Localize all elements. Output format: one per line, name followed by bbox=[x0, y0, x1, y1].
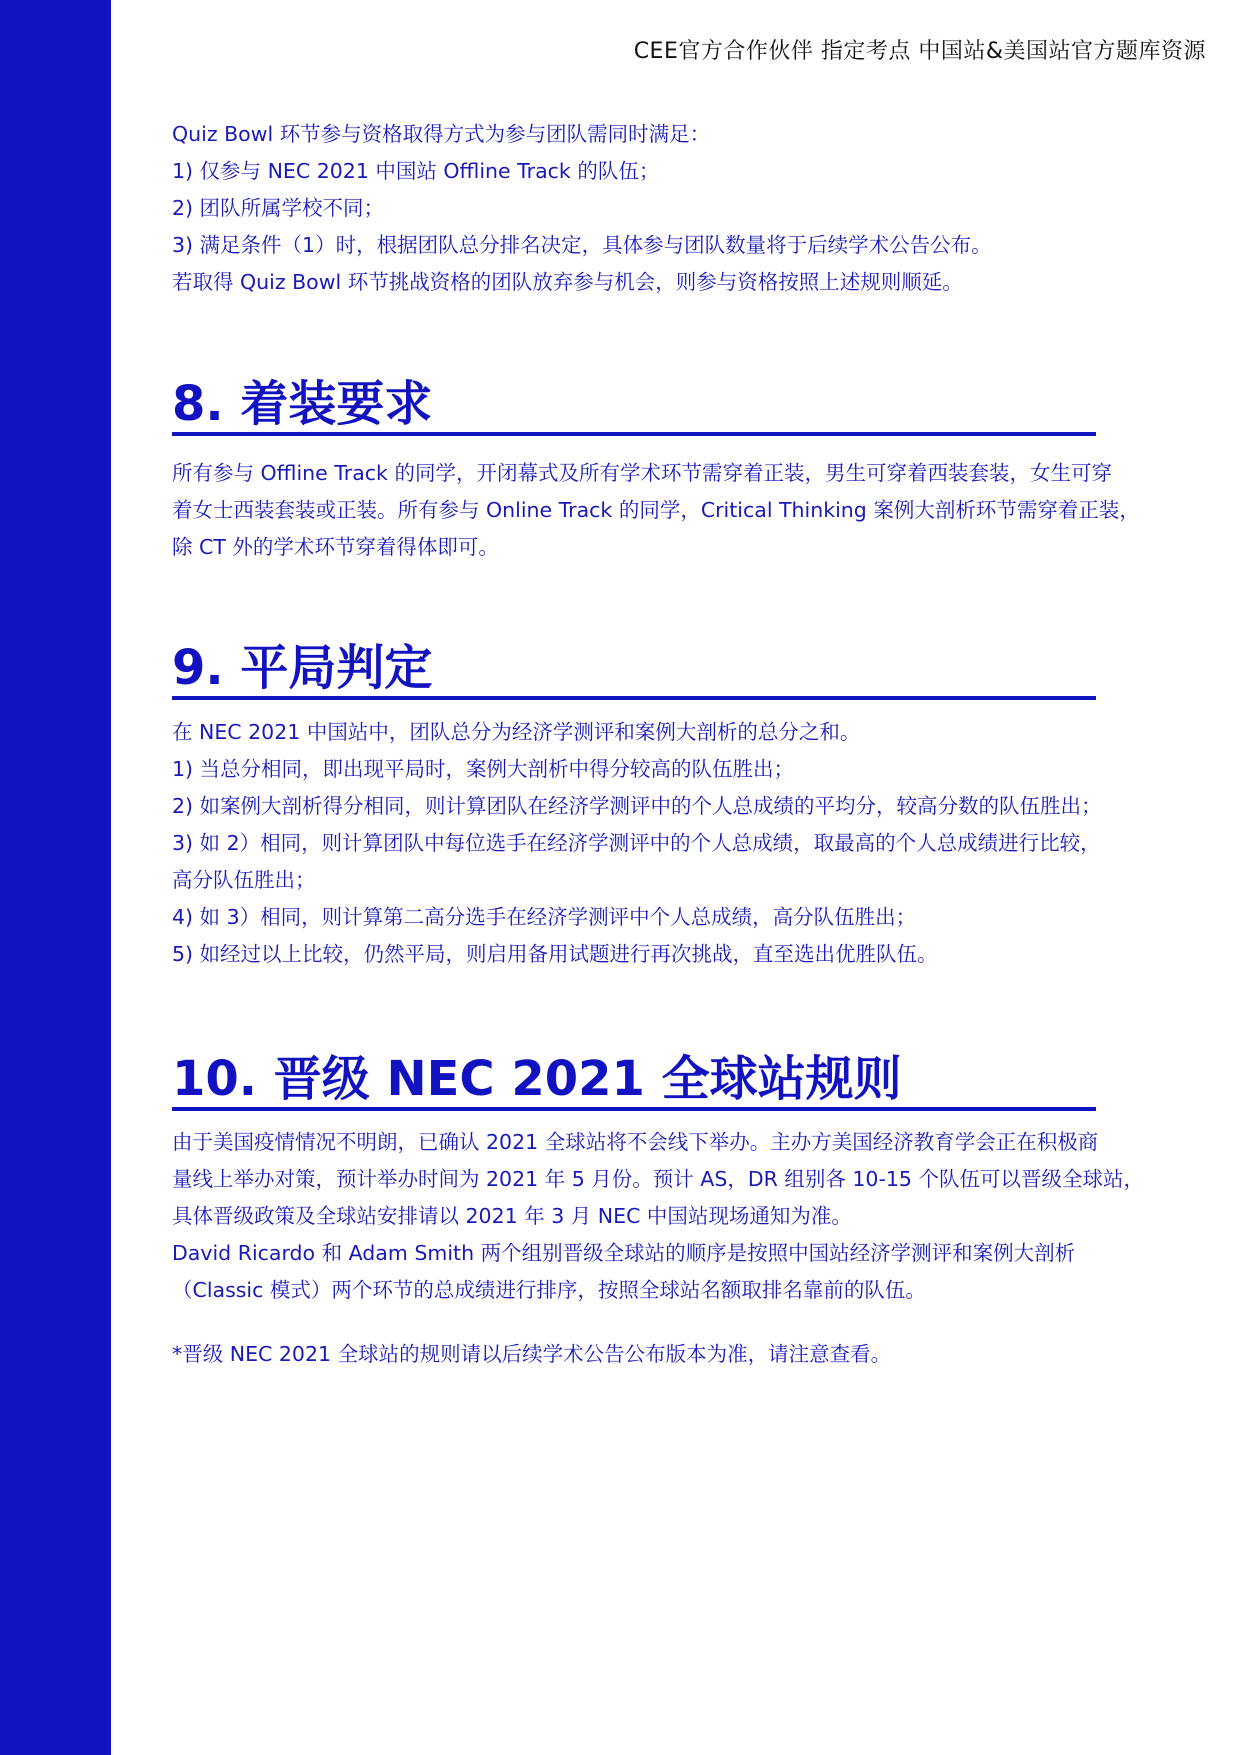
section-8-paragraph bbox=[172, 455, 1208, 566]
text-line: （Classic 模式）两个环节的总成绩进行排序，按照全球站名额取排名靠前的队伍。 bbox=[172, 1278, 926, 1302]
text-line: 高分队伍胜出； bbox=[172, 868, 316, 892]
text-line: 所有参与 Offline Track 的同学，开闭幕式及所有学术环节需穿着正装，男生可穿着西装套装，女生可穿 bbox=[172, 461, 1112, 485]
text-line: 在 NEC 2021 中国站中，团队总分为经济学测评和案例大剖析的总分之和。 bbox=[172, 720, 861, 744]
text-line: 1) 仅参与 NEC 2021 中国站 Offline Track 的队伍； bbox=[172, 159, 660, 183]
section-10-heading bbox=[172, 1051, 1096, 1111]
text-line: 若取得 Quiz Bowl 环节挑战资格的团队放弃参与机会，则参与资格按照上述规则顺延。 bbox=[172, 270, 963, 294]
text-line: 3) 满足条件（1）时，根据团队总分排名决定，具体参与团队数量将于后续学术公告公布。 bbox=[172, 233, 992, 257]
text-line: 具体晋级政策及全球站安排请以 2021 年 3 月 NEC 中国站现场通知为准。 bbox=[172, 1204, 852, 1228]
text-line: 2) 团队所属学校不同； bbox=[172, 196, 385, 220]
text-line: 由于美国疫情情况不明朗，已确认 2021 全球站将不会线下举办。主办方美国经济教育学会正在积极商 bbox=[172, 1130, 1099, 1154]
section-8-heading bbox=[172, 376, 1096, 436]
left-accent-bar bbox=[0, 0, 111, 1755]
text-line: 着女士西装套装或正装。所有参与 Online Track 的同学，Critical Thinking 案例大剖析环节需穿着正装， bbox=[172, 498, 1140, 522]
text-line: 除 CT 外的学术环节穿着得体即可。 bbox=[172, 535, 499, 559]
section-9-heading bbox=[172, 640, 1096, 700]
text-line: Quiz Bowl 环节参与资格取得方式为参与团队需同时满足： bbox=[172, 122, 711, 146]
header-tagline: CEE官方合作伙伴 指定考点 中国站&美国站官方题库资源 bbox=[633, 39, 1206, 64]
section-10-footnote: *晋级 NEC 2021 全球站的规则请以后续学术公告公布版本为准，请注意查看。 bbox=[172, 1342, 892, 1366]
section-9-paragraph bbox=[172, 714, 1208, 973]
text-line: David Ricardo 和 Adam Smith 两个组别晋级全球站的顺序是按照中国站经济学测评和案例大剖析 bbox=[172, 1241, 1076, 1265]
text-line: 4) 如 3）相同，则计算第二高分选手在经济学测评中个人总成绩，高分队伍胜出； bbox=[172, 905, 917, 929]
text-line: 1) 当总分相同，即出现平局时，案例大剖析中得分较高的队伍胜出； bbox=[172, 757, 795, 781]
quiz-bowl-paragraph bbox=[172, 116, 1208, 301]
section-10-paragraph bbox=[172, 1124, 1208, 1309]
section-10-title: 10. 晋级 NEC 2021 全球站规则 bbox=[172, 1051, 902, 1107]
section-8-title: 8. 着装要求 bbox=[172, 376, 433, 432]
text-line: 3) 如 2）相同，则计算团队中每位选手在经济学测评中的个人总成绩，取最高的个人总成绩进行比较， bbox=[172, 831, 1101, 855]
text-line: 2) 如案例大剖析得分相同，则计算团队在经济学测评中的个人总成绩的平均分，较高分数的队伍胜出； bbox=[172, 794, 1102, 818]
text-line: 5) 如经过以上比较，仍然平局，则启用备用试题进行再次挑战，直至选出优胜队伍。 bbox=[172, 942, 938, 966]
section-9-title: 9. 平局判定 bbox=[172, 640, 433, 696]
text-line: 量线上举办对策，预计举办时间为 2021 年 5 月份。预计 AS，DR 组别各 10-15 个队伍可以晋级全球站， bbox=[172, 1167, 1144, 1191]
